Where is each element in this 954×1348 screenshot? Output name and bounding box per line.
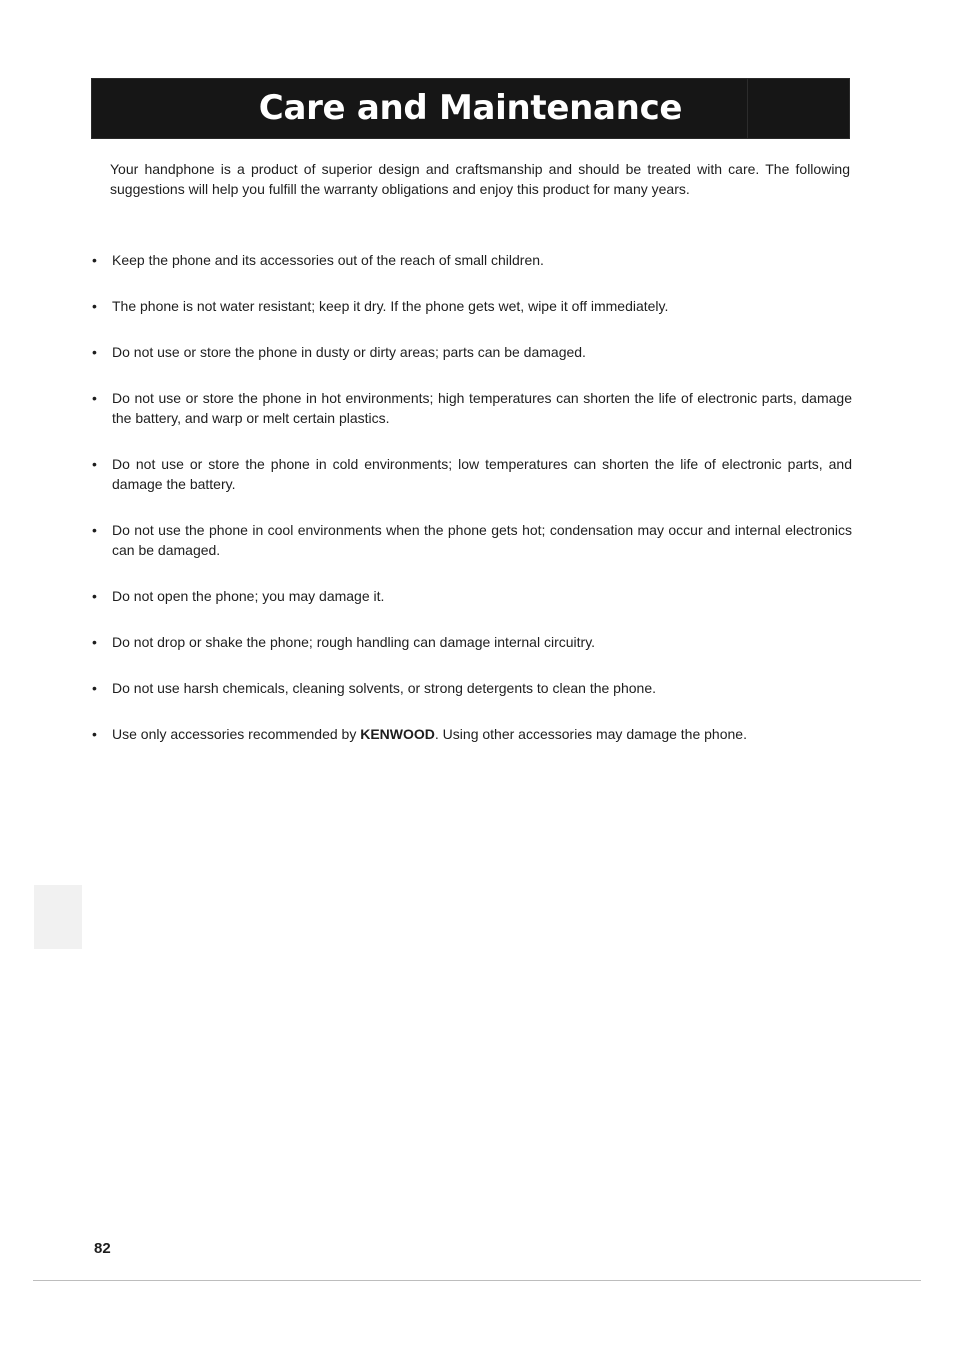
list-item-text: Do not use the phone in cool environments when the phone gets hot; condensation may occur and internal electronics can be damaged.: [112, 522, 852, 558]
bullet-icon: •: [92, 522, 97, 538]
list-item-text: Do not use or store the phone in hot environments; high temperatures can shorten the life of electronic parts, damage the battery, and warp or melt certain plastics.: [112, 390, 852, 426]
list-item: [90, 454, 852, 494]
list-item: [90, 342, 852, 362]
bullet-icon: •: [92, 390, 97, 406]
bottom-rule: [33, 1280, 921, 1281]
list-item: [90, 724, 852, 744]
list-item: [90, 296, 852, 316]
list-item-text: Do not use or store the phone in cold environments; low temperatures can shorten the life of electronic parts, and damage the battery.: [112, 456, 852, 492]
page-title: Care and Maintenance: [258, 88, 683, 128]
page-number: 82: [94, 1240, 111, 1257]
banner-divider: [747, 78, 748, 139]
list-item-text: Do not drop or shake the phone; rough handling can damage internal circuitry.: [112, 634, 596, 650]
bullet-icon: •: [92, 634, 97, 650]
margin-tab-mark: [34, 885, 82, 949]
list-item-text-after-brand: . Using other accessories may damage the phone.: [434, 726, 747, 742]
list-item-text: The phone is not water resistant; keep it dry. If the phone gets wet, wipe it off immediately.: [112, 298, 669, 314]
bullet-icon: •: [92, 726, 97, 742]
list-item-text: Keep the phone and its accessories out of the reach of small children.: [112, 252, 544, 268]
bullet-icon: •: [92, 456, 97, 472]
list-item: [90, 632, 852, 652]
intro-paragraph: Your handphone is a product of superior design and craftsmanship and should be treated with care. The following suggestions will help you fulfill the warranty obligations and enjoy this product for many years.: [110, 161, 850, 197]
bullet-icon: •: [92, 298, 97, 314]
bullet-icon: •: [92, 252, 97, 268]
list-item-text: Do not open the phone; you may damage it.: [112, 588, 385, 604]
list-item: [90, 678, 852, 698]
list-item: [90, 388, 852, 428]
care-tips-list: [90, 250, 852, 770]
bullet-icon: •: [92, 588, 97, 604]
list-item-text: Do not use or store the phone in dusty or dirty areas; parts can be damaged.: [112, 344, 586, 360]
list-item: [90, 586, 852, 606]
bullet-icon: •: [92, 680, 97, 696]
title-banner: [91, 78, 850, 139]
brand-name: KENWOOD: [360, 726, 435, 742]
bullet-icon: •: [92, 344, 97, 360]
list-item-text-before-brand: Use only accessories recommended by: [112, 726, 361, 742]
list-item: [90, 520, 852, 560]
list-item: [90, 250, 852, 270]
list-item-text: Do not use harsh chemicals, cleaning solvents, or strong detergents to clean the phone.: [112, 680, 656, 696]
